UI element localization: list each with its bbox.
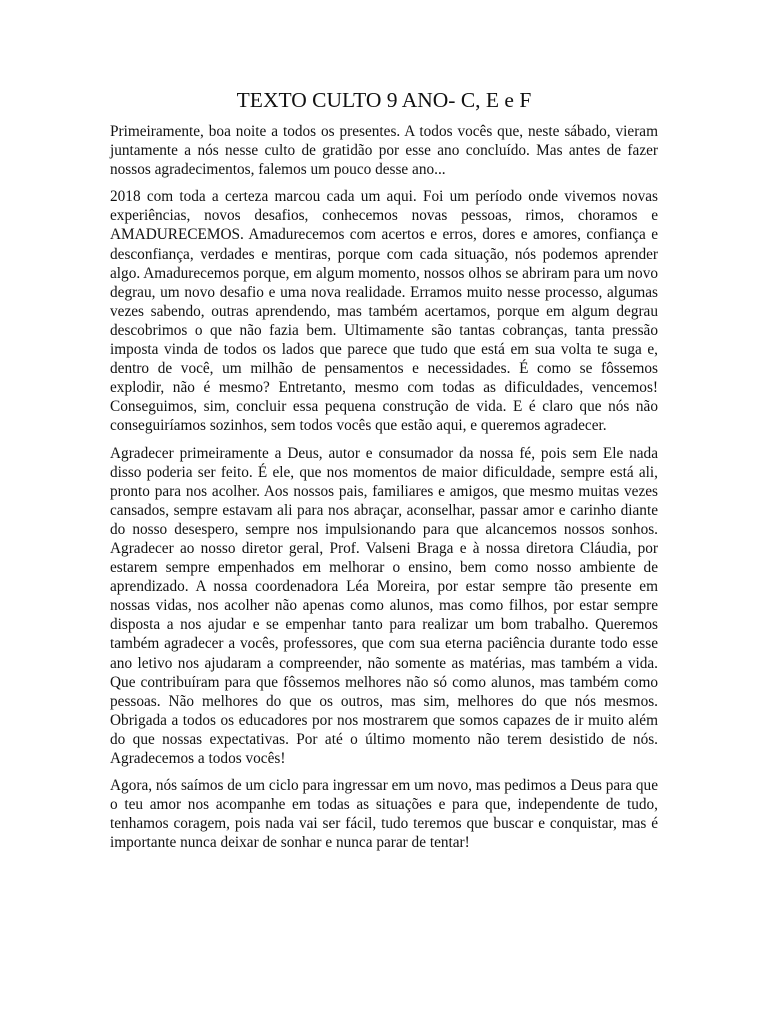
paragraph-intro: Primeiramente, boa noite a todos os presentes. A todos vocês que, neste sábado, vieram juntamente a nós nesse culto de gratidão por esse ano concluído. Mas antes de fazer nossos agradecimentos, falemos um pouco desse ano...: [110, 123, 658, 179]
paragraph-closing: Agora, nós saímos de um ciclo para ingressar em um novo, mas pedimos a Deus para que o teu amor nos acompanhe em todas as situações e para que, independente de tudo, tenhamos coragem, pois nada vai ser fácil, tudo teremos que buscar e conquistar, mas é importante nunca deixar de sonhar e nunca parar de tentar!: [110, 777, 658, 852]
paragraph-year-2018: 2018 com toda a certeza marcou cada um aqui. Foi um período onde vivemos novas experiências, novos desafios, conhecemos novas pessoas, rimos, choramos e AMADURECEMOS. Amadurecemos com acertos e erros, dores e amores, confiança e desconfiança, verdades e mentiras, porque com cada situação, nós podemos aprender algo. Amadurecemos porque, em algum momento, nossos olhos se abriram para um novo degrau, um novo desafio e uma nova realidade. Erramos muito nesse processo, algumas vezes sabendo, outras aprendendo, mas também acertamos, porque em algum degrau descobrimos o que não fazia bem. Ultimamente são tantas cobranças, tanta pressão imposta vinda de todos os lados que parece que tudo que está em sua volta te suga e, dentro de você, um milhão de pensamentos e necessidades. É como se fôssemos explodir, não é mesmo? Entretanto, mesmo com todas as dificuldades, vencemos! Conseguimos, sim, concluir essa pequena construção de vida. E é claro que nós não conseguiríamos sozinhos, sem todos vocês que estão aqui, e queremos agradecer.: [110, 188, 658, 435]
document-page: [110, 86, 658, 860]
document-title: TEXTO CULTO 9 ANO- C, E e F: [236, 88, 532, 112]
paragraph-thanks: Agradecer primeiramente a Deus, autor e consumador da nossa fé, pois sem Ele nada disso poderia ser feito. É ele, que nos momentos de maior dificuldade, sempre está ali, pronto para nos acolher. Aos nossos pais, familiares e amigos, que mesmo muitas vezes cansados, sempre estavam ali para nos abraçar, aconselhar, passar amor e carinho diante do nosso desespero, sempre nos impulsionando para que alcancemos nossos sonhos. Agradecer ao nosso diretor geral, Prof. Valseni Braga e à nossa diretora Cláudia, por estarem sempre empenhados em melhorar o ensino, bem como nosso ambiente de aprendizado. A nossa coordenadora Léa Moreira, por estar sempre tão presente em nossas vidas, nos acolher não apenas como alunos, mas como filhos, por estar sempre disposta a nos ajudar e se empenhar tanto para realizar um bom trabalho. Queremos também agradecer a vocês, professores, que com sua eterna paciência durante todo esse ano letivo nos ajudaram a compreender, não somente as matérias, mas também a vida. Que contribuíram para que fôssemos melhores não só como alunos, mas também como pessoas. Não melhores do que os outros, mas sim, melhores do que nós mesmos. Obrigada a todos os educadores por nos mostrarem que somos capazes de ir muito além do que nossas expectativas. Por até o último momento não terem desistido de nós. Agradecemos a todos vocês!: [110, 444, 658, 767]
